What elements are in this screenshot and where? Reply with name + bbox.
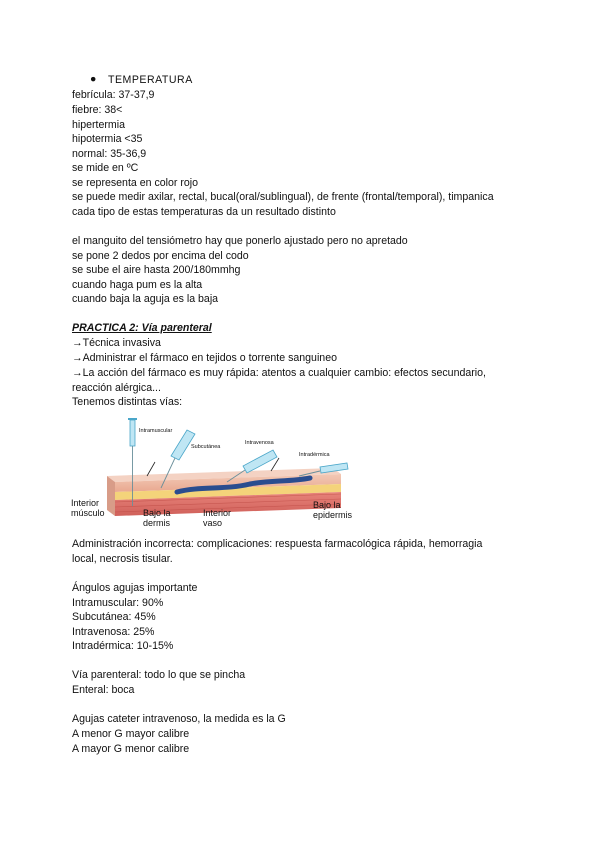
injection-routes-figure [71, 410, 355, 530]
text-line: Enteral: boca [72, 684, 135, 696]
needle-label: Intravenosa [245, 440, 274, 446]
text-line: se mide en ºC [72, 162, 139, 174]
text-line: A mayor G menor calibre [72, 743, 190, 755]
text-line: fiebre: 38< [72, 104, 123, 116]
text-line: Agujas cateter intravenoso, la medida es la G [72, 713, 286, 725]
section-heading-temperatura: TEMPERATURA [108, 74, 193, 86]
arrow-line: →Técnica invasiva [72, 337, 161, 349]
text-line: hipertermia [72, 119, 125, 131]
arrow-line: →La acción del fármaco es muy rápida: atentos a cualquier cambio: efectos secundario, [72, 367, 486, 379]
text-line: el manguito del tensiómetro hay que ponerlo ajustado pero no apretado [72, 235, 408, 247]
angle-item: Intradérmica: 10-15% [72, 640, 174, 652]
practica-title: PRACTICA 2: Vía parenteral [72, 322, 212, 334]
angle-item: Intravenosa: 25% [72, 626, 155, 638]
text-line: normal: 35-36,9 [72, 148, 147, 160]
label-interior-musculo: Interior músculo [71, 498, 105, 518]
angle-item: Subcutánea: 45% [72, 611, 156, 623]
skin-side [107, 476, 115, 516]
angles-title: Ángulos agujas importante [72, 582, 198, 594]
label-bajo-dermis: Bajo la dermis [143, 508, 171, 528]
text-line: cuando baja la aguja es la baja [72, 293, 219, 305]
text-line: reacción alérgica... [72, 382, 161, 394]
text-line: febrícula: 37-37,9 [72, 89, 155, 101]
text-line: Administración incorrecta: complicaciones: respuesta farmacológica rápida, hemorragia [72, 538, 483, 550]
needle-label: Intradérmica [299, 452, 330, 458]
text-line: A menor G mayor calibre [72, 728, 190, 740]
text-line: se representa en color rojo [72, 177, 199, 189]
bullet-dot: ● [90, 73, 97, 85]
text-line: hipotermia <35 [72, 133, 143, 145]
label-bajo-epidermis: Bajo la epidermis [313, 500, 353, 520]
needle-label: Subcutánea [191, 444, 221, 450]
text-line: Tenemos distintas vías: [72, 396, 183, 408]
angle-item: Intramuscular: 90% [72, 597, 164, 609]
text-line: se puede medir axilar, rectal, bucal(oral/sublingual), de frente (frontal/temporal), timpanica [72, 191, 494, 203]
text-line: cuando haga pum es la alta [72, 279, 203, 291]
text-line: se pone 2 dedos por encima del codo [72, 250, 249, 262]
needle-label: Intramuscular [139, 428, 173, 434]
text-line: se sube el aire hasta 200/180mmhg [72, 264, 241, 276]
text-line: Vía parenteral: todo lo que se pincha [72, 669, 246, 681]
hair [147, 462, 155, 476]
text-line: cada tipo de estas temperaturas da un resultado distinto [72, 206, 336, 218]
text-line: local, necrosis tisular. [72, 553, 173, 565]
arrow-line: →Administrar el fármaco en tejidos o torrente sanguineo [72, 352, 337, 364]
label-interior-vaso: Interior vaso [203, 508, 232, 528]
